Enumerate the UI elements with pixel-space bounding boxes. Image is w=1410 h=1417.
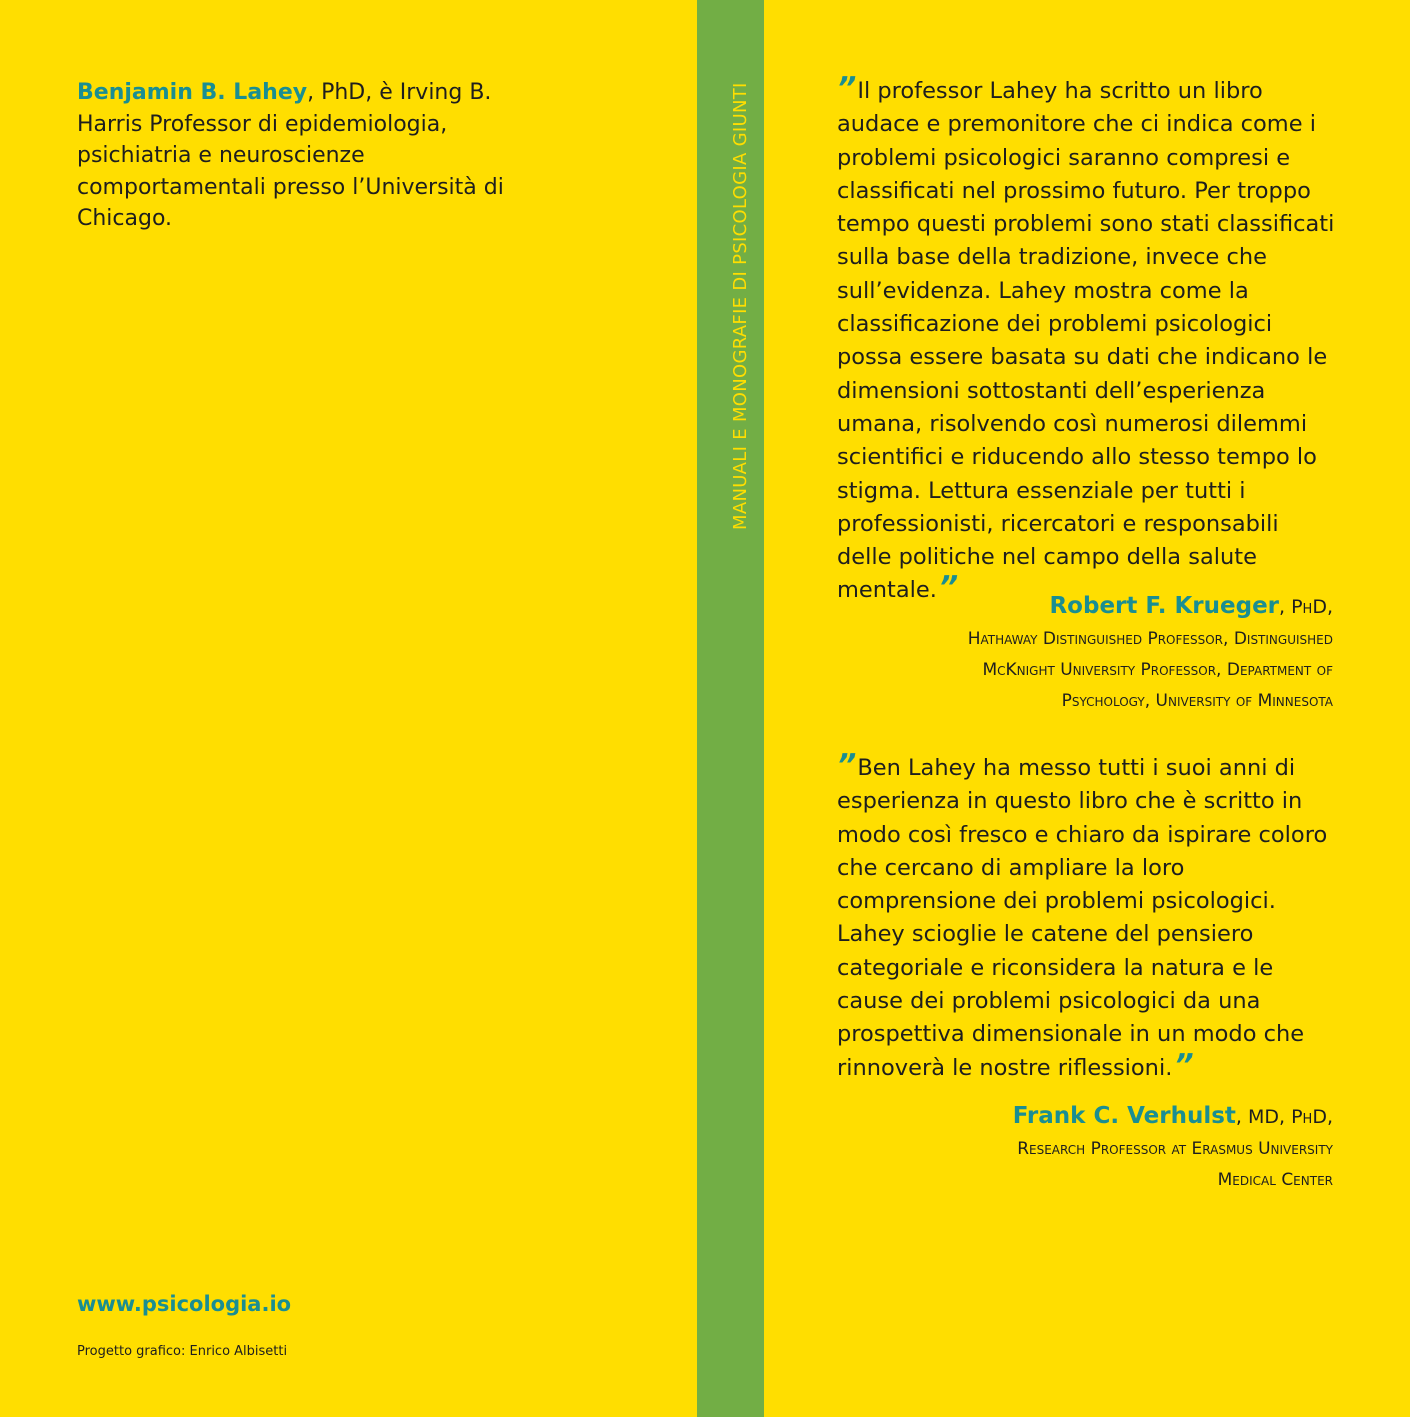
attribution-role-line: Psychology, University of Minnesota <box>1061 691 1333 711</box>
quote-text: Ben Lahey ha messo tutti i suoi anni di esperienza in questo libro che è scritto in modo così fresco e chiaro da ispirare coloro che cercano di ampliare la loro comprensione dei problemi psicologici. Lahey scioglie le catene del pensiero categoriale e riconsidera la natura e le cause dei problemi psicologici da una prospettiva dimensionale in un modo che rinnoverà le nostre riflessioni. <box>837 755 1328 1081</box>
close-quote-mark: ” <box>938 570 956 606</box>
attribution-degree: , PhD, <box>1279 596 1333 618</box>
attribution-degree: , MD, PhD, <box>1235 1106 1333 1128</box>
spine-series-title: MANUALI E MONOGRAFIE DI PSICOLOGIA GIUNTI <box>730 82 751 530</box>
open-quote-mark: ” <box>837 71 854 106</box>
attribution-name: Frank C. Verhulst <box>1012 1103 1236 1129</box>
attribution-name: Robert F. Krueger <box>1049 593 1280 619</box>
author-bio-text: , PhD, è Irving B. Harris Professor di epidemiologia, psichiatria e neuroscienze comportamentali presso l’Università di Chicago. <box>77 80 504 231</box>
attribution-role-line: Medical Center <box>1217 1170 1333 1190</box>
quote-verhulst <box>837 748 1337 1085</box>
attribution-verhulst <box>813 1101 1333 1196</box>
website-link[interactable]: www.psicologia.io <box>77 1292 292 1316</box>
design-credit: Progetto grafico: Enrico Albisetti <box>77 1344 288 1359</box>
attribution-role-line: Hathaway Distinguished Professor, Distinguished <box>967 629 1333 649</box>
quote-text: Il professor Lahey ha scritto un libro audace e premonitore che ci indica come i problemi psicologici saranno compresi e classificati nel prossimo futuro. Per troppo tempo questi problemi sono stati classificati sulla base della tradizione, invece che sull’evidenza. Lahey mostra come la classificazione dei problemi psicologici possa essere basata su dati che indicano le dimensioni sottostanti dell’esperienza umana, risolvendo così numerosi dilemmi scientifici e riducendo allo stesso tempo lo stigma. Lettura essenziale per tutti i professionisti, ricercatori e responsabili delle politiche nel campo della salute mentale. <box>837 78 1335 604</box>
author-bio <box>77 77 537 235</box>
quote-krueger <box>837 71 1337 608</box>
close-quote-mark: ” <box>1174 1047 1191 1083</box>
open-quote-mark: ” <box>837 748 854 783</box>
attribution-krueger <box>813 591 1333 717</box>
author-name: Benjamin B. Lahey <box>77 80 308 105</box>
attribution-role-line: McKnight University Professor, Department of <box>982 660 1333 680</box>
attribution-role-line: Research Professor at Erasmus University <box>1017 1139 1333 1159</box>
